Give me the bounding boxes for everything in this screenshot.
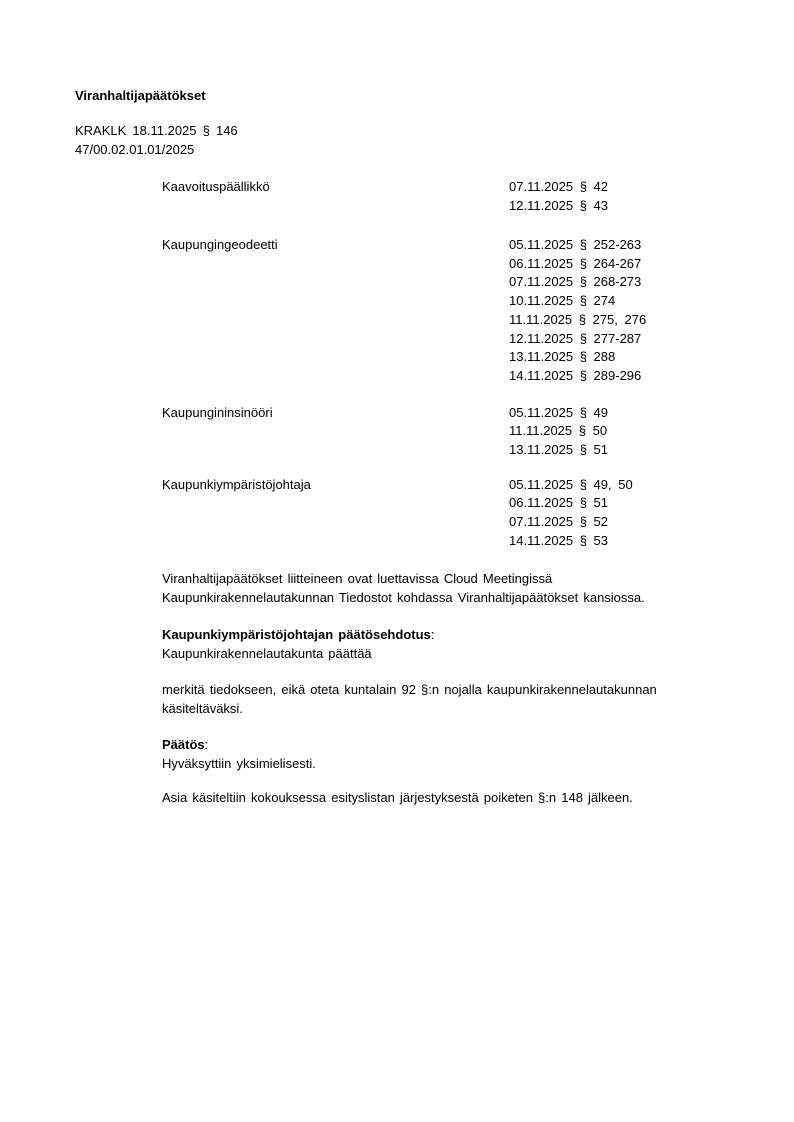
proposal-heading: Kaupunkiympäristöjohtajan päätösehdotus — [162, 627, 431, 642]
meeting-reference-block — [75, 122, 238, 159]
decision-row — [162, 494, 633, 513]
decision-entry: 05.11.2025 § 49, 50 — [509, 476, 633, 492]
decision-entry: 07.11.2025 § 42 — [509, 179, 609, 194]
official-title — [162, 513, 509, 532]
page-title: Viranhaltijapäätökset — [75, 88, 206, 103]
proposal-heading-colon: : — [430, 627, 435, 642]
availability-note-line: Viranhaltijapäätökset liitteineen ovat luettavissa Cloud Meetingissä — [162, 571, 553, 586]
official-title — [162, 367, 509, 386]
decision-entry: 07.11.2025 § 268-273 — [509, 274, 642, 290]
official-title — [162, 311, 509, 330]
official-title — [162, 292, 509, 311]
official-title — [162, 441, 509, 460]
decision-entry: 07.11.2025 § 52 — [509, 513, 609, 529]
decision-entry: 11.11.2025 § 275, 276 — [509, 311, 647, 327]
decision-row — [162, 292, 646, 311]
decision-row — [162, 330, 646, 349]
official-title — [162, 273, 509, 292]
decision-entry: 12.11.2025 § 43 — [509, 197, 609, 213]
official-title — [162, 494, 509, 513]
decision-row — [162, 273, 646, 292]
official-title — [162, 422, 509, 441]
decision-entry: 12.11.2025 § 277-287 — [509, 330, 642, 346]
official-title — [162, 197, 509, 216]
availability-note — [162, 570, 645, 607]
decision-row — [162, 532, 633, 551]
decision-group — [162, 178, 608, 215]
proposal-text-line: merkitä tiedokseen, eikä oteta kuntalain 92 §:n nojalla kaupunkirakennelautakunnan — [162, 682, 657, 697]
diary-number: 47/00.02.01.01/2025 — [75, 141, 195, 157]
decision-row — [162, 178, 608, 197]
decision-entry: 06.11.2025 § 264-267 — [509, 255, 642, 271]
official-title — [162, 330, 509, 349]
meeting-reference: KRAKLK 18.11.2025 § 146 — [75, 123, 238, 138]
decision-row — [162, 311, 646, 330]
decision-row — [162, 367, 646, 386]
official-title: Kaupungininsinööri — [162, 404, 273, 420]
decision-group — [162, 476, 633, 551]
official-title: Kaupunkiympäristöjohtaja — [162, 476, 311, 492]
proposal-heading-line — [162, 626, 434, 645]
decision-heading: Päätös — [162, 737, 205, 752]
handling-order-note: Asia käsiteltiin kokouksessa esityslistan järjestyksestä poiketen §:n 148 jälkeen. — [162, 790, 633, 805]
decision-row — [162, 476, 633, 495]
official-title — [162, 255, 509, 274]
decision-row — [162, 348, 646, 367]
decision-entry: 05.11.2025 § 252-263 — [509, 237, 642, 252]
decision-group — [162, 404, 608, 460]
decision-entry: 13.11.2025 § 288 — [509, 349, 616, 365]
official-title: Kaupungingeodeetti — [162, 237, 278, 252]
decision-entry: 11.11.2025 § 50 — [509, 423, 608, 439]
decision-row — [162, 513, 633, 532]
decision-row — [162, 422, 608, 441]
proposal-text-line: käsiteltäväksi. — [162, 700, 243, 716]
decision-row — [162, 197, 608, 216]
official-title: Kaavoituspäällikkö — [162, 179, 270, 194]
decision-result: Hyväksyttiin yksimielisesti. — [162, 755, 316, 771]
decision-block — [162, 736, 316, 773]
decision-entry: 13.11.2025 § 51 — [509, 441, 609, 457]
decision-entry: 10.11.2025 § 274 — [509, 293, 616, 309]
official-title — [162, 532, 509, 551]
official-title — [162, 348, 509, 367]
proposal-subject: Kaupunkirakennelautakunta päättää — [162, 645, 372, 661]
decision-row — [162, 255, 646, 274]
decision-entry: 05.11.2025 § 49 — [509, 404, 609, 420]
decision-row — [162, 441, 608, 460]
proposal-block — [162, 626, 434, 663]
decision-heading-colon: : — [204, 737, 209, 752]
availability-note-line: Kaupunkirakennelautakunnan Tiedostot kohdassa Viranhaltijapäätökset kansiossa. — [162, 589, 645, 605]
decision-heading-line — [162, 736, 316, 755]
proposal-text — [162, 681, 657, 718]
decision-row — [162, 404, 608, 423]
decision-entry: 14.11.2025 § 53 — [509, 532, 609, 548]
decision-row — [162, 236, 646, 255]
decision-entry: 06.11.2025 § 51 — [509, 495, 609, 511]
decision-entry: 14.11.2025 § 289-296 — [509, 367, 642, 383]
decision-group — [162, 236, 646, 386]
